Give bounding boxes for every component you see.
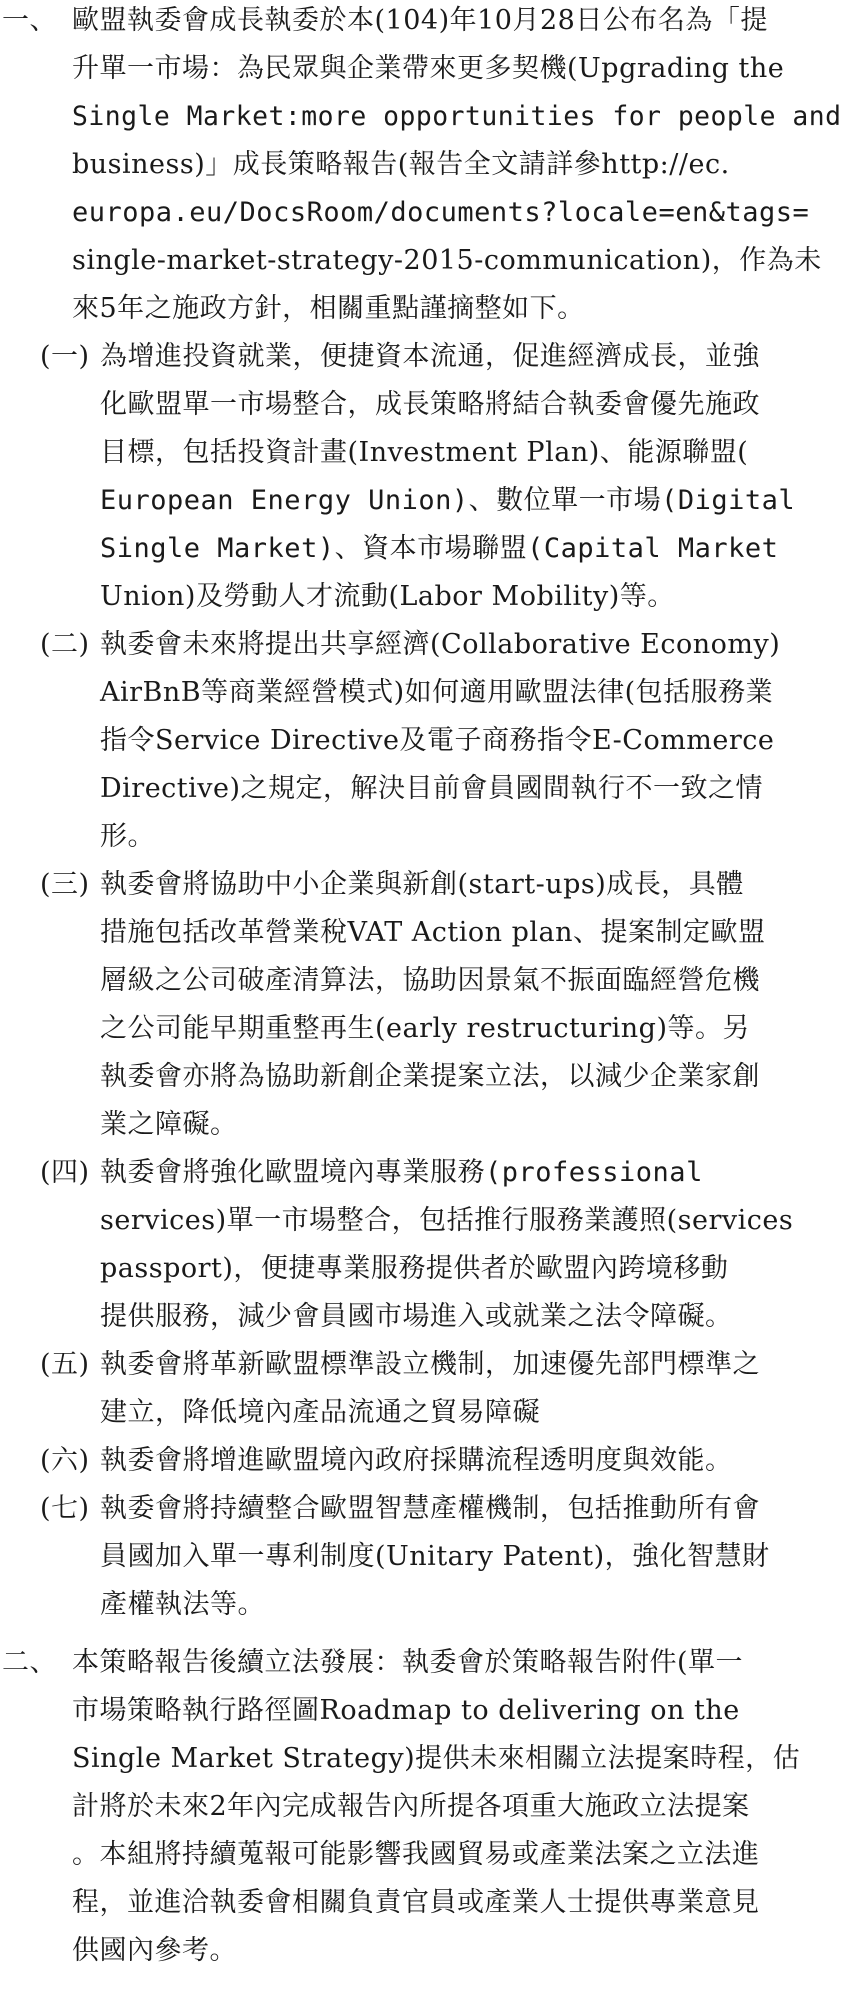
subsection-2-line: 指令Service Directive及電子商務指令E-Commerce: [100, 725, 775, 756]
section-1-line: business)」成長策略報告(報告全文請詳參http://ec.: [72, 149, 730, 180]
section-2-line: 市場策略執行路徑圖Roadmap to delivering on the: [72, 1695, 740, 1726]
subsection-7-marker: (七): [40, 1493, 90, 1524]
section-2-line: 本策略報告後續立法發展：執委會於策略報告附件(單一: [72, 1647, 744, 1678]
subsection-3-marker: (三): [40, 869, 90, 900]
section-2-marker: 二、: [2, 1647, 57, 1678]
subsection-7-line: 員國加入單一專利制度(Unitary Patent)，強化智慧財: [100, 1541, 770, 1572]
subsection-4-line: 提供服務，減少會員國市場進入或就業之法令障礙。: [100, 1301, 733, 1332]
subsection-5-line: 執委會將革新歐盟標準設立機制，加速優先部門標準之: [100, 1349, 760, 1380]
section-1-line: 升單一市場：為民眾與企業帶來更多契機(Upgrading the: [72, 53, 785, 84]
subsection-4-marker: (四): [40, 1157, 90, 1188]
subsection-1-marker: (一): [40, 341, 90, 372]
subsection-2-line: Directive)之規定，解決目前會員國間執行不一致之情: [100, 773, 764, 804]
subsection-7-line: 產權執法等。: [100, 1589, 265, 1620]
subsection-3-line: 之公司能早期重整再生(early restructuring)等。另: [100, 1013, 750, 1044]
subsection-5-line: 建立，降低境內產品流通之貿易障礙: [100, 1397, 540, 1428]
subsection-1-line: European Energy Union)、數位單一市場(Digital: [100, 485, 796, 516]
subsection-3-line: 措施包括改革營業稅VAT Action plan、提案制定歐盟: [100, 917, 766, 948]
section-2-line: 。本組將持續蒐報可能影響我國貿易或產業法案之立法進: [72, 1839, 760, 1870]
section-1-line: 來5年之施政方針，相關重點謹摘整如下。: [72, 293, 585, 324]
subsection-1-line: Union)及勞動人才流動(Labor Mobility)等。: [100, 581, 675, 612]
section-2-line: 程，並進洽執委會相關負責官員或產業人士提供專業意見: [72, 1887, 760, 1918]
section-2-line: Single Market Strategy)提供未來相關立法提案時程，估: [72, 1743, 801, 1774]
subsection-2-marker: (二): [40, 629, 90, 660]
subsection-4-line: passport)，便捷專業服務提供者於歐盟內跨境移動: [100, 1253, 729, 1284]
subsection-5-marker: (五): [40, 1349, 90, 1380]
section-1-line: europa.eu/DocsRoom/documents?locale=en&tags=: [72, 197, 810, 228]
subsection-2-line: 形。: [100, 821, 155, 852]
subsection-2-line: 執委會未來將提出共享經濟(Collaborative Economy): [100, 629, 781, 660]
subsection-7-line: 執委會將持續整合歐盟智慧產權機制，包括推動所有會: [100, 1493, 760, 1524]
section-1-marker: 一、: [2, 5, 57, 36]
section-1-line: single-market-strategy-2015-communication)，作為未: [72, 245, 822, 276]
subsection-3-line: 層級之公司破產清算法，協助因景氣不振面臨經營危機: [100, 965, 760, 996]
subsection-3-line: 執委會亦將為協助新創企業提案立法，以減少企業家創: [100, 1061, 760, 1092]
subsection-4-line: services)單一市場整合，包括推行服務業護照(services: [100, 1205, 794, 1236]
subsection-1-line: 化歐盟單一市場整合，成長策略將結合執委會優先施政: [100, 389, 760, 420]
section-1-line: 歐盟執委會成長執委於本(104)年10月28日公布名為「提: [72, 5, 768, 36]
subsection-4-line: 執委會將強化歐盟境內專業服務(professional: [100, 1157, 703, 1188]
section-2-line: 供國內參考。: [72, 1935, 237, 1966]
section-2-line: 計將於未來2年內完成報告內所提各項重大施政立法提案: [72, 1791, 750, 1822]
subsection-6-line: 執委會將增進歐盟境內政府採購流程透明度與效能。: [100, 1445, 733, 1476]
subsection-3-line: 業之障礙。: [100, 1109, 238, 1140]
subsection-2-line: AirBnB等商業經營模式)如何適用歐盟法律(包括服務業: [100, 677, 774, 708]
subsection-1-line: 為增進投資就業，便捷資本流通，促進經濟成長，並強: [100, 341, 760, 372]
subsection-6-marker: (六): [40, 1445, 90, 1476]
section-1-line: Single Market:more opportunities for people and: [72, 101, 842, 132]
subsection-1-line: 目標，包括投資計畫(Investment Plan)、能源聯盟(: [100, 437, 749, 468]
subsection-3-line: 執委會將協助中小企業與新創(start-ups)成長，具體: [100, 869, 744, 900]
subsection-1-line: Single Market)、資本市場聯盟(Capital Market: [100, 533, 779, 564]
